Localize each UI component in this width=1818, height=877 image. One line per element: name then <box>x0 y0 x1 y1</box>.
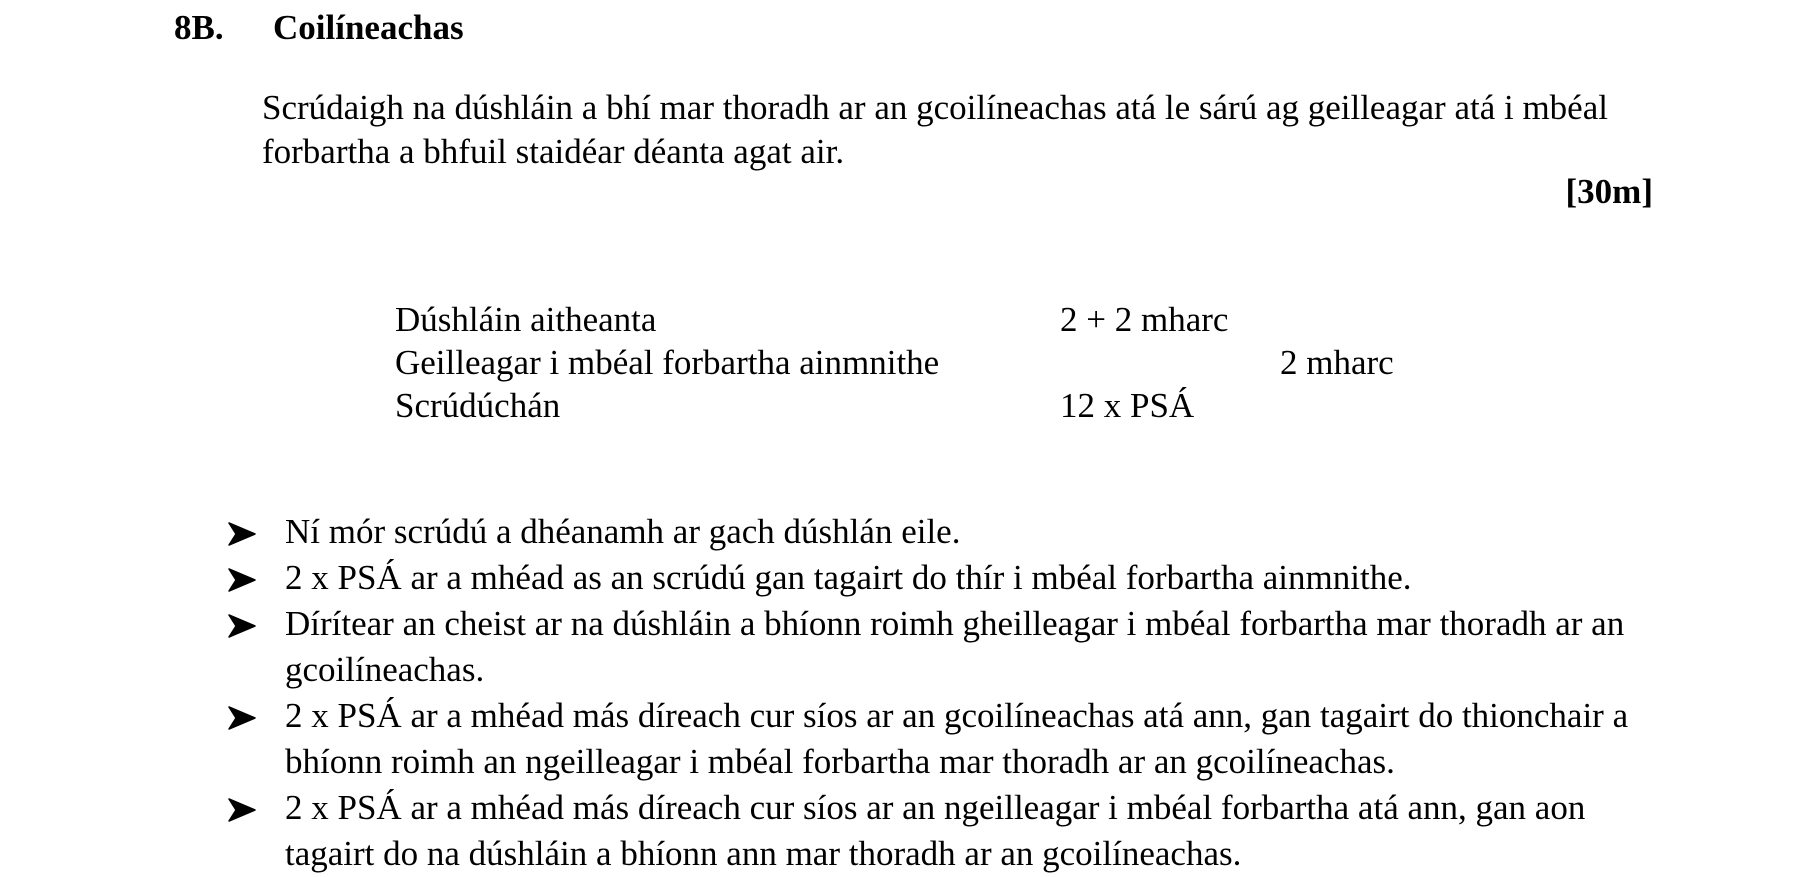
criteria-label: Scrúdúchán <box>395 386 561 425</box>
total-marks: [30m] <box>1565 172 1653 211</box>
section-title: Coilíneachas <box>273 8 464 47</box>
marking-notes <box>228 509 1668 877</box>
arrowhead-bullet-icon <box>228 798 256 822</box>
note-text: 2 x PSÁ ar a mhéad más díreach cur síos ar an ngeilleagar i mbéal forbartha atá ann, gan aon tagairt do na dúshláin a bhíonn ann mar thoradh ar an gcoilíneachas. <box>285 788 1586 873</box>
note-text: 2 x PSÁ ar a mhéad más díreach cur síos ar an gcoilíneachas atá ann, gan tagairt do thionchair a bhíonn roimh an ngeilleagar i mbéal forbartha mar thoradh ar an gcoilíneachas. <box>285 696 1629 781</box>
criteria-mark: 12 x PSÁ <box>1060 386 1195 425</box>
question-text: Scrúdaigh na dúshláin a bhí mar thoradh ar an gcoilíneachas atá le sárú ag geilleagar atá i mbéal forbartha a bhfuil staidéar déanta agat air. <box>262 88 1608 171</box>
list-item <box>228 601 1668 693</box>
list-item <box>228 785 1668 877</box>
section-number: 8B. <box>174 8 224 47</box>
criteria-row <box>395 298 1495 341</box>
marking-criteria <box>395 298 1495 427</box>
arrowhead-bullet-icon <box>228 614 256 638</box>
arrowhead-bullet-icon <box>228 522 256 546</box>
note-text: Dírítear an cheist ar na dúshláin a bhíonn roimh gheilleagar i mbéal forbartha mar thoradh ar an gcoilíneachas. <box>285 604 1625 689</box>
list-item <box>228 693 1668 785</box>
criteria-label: Dúshláin aitheanta <box>395 300 657 339</box>
arrowhead-bullet-icon <box>228 706 256 730</box>
list-item <box>228 509 1668 555</box>
note-text: Ní mór scrúdú a dhéanamh ar gach dúshlán eile. <box>285 512 961 551</box>
criteria-mark: 2 mharc <box>1280 343 1394 382</box>
criteria-row <box>395 384 1495 427</box>
criteria-label: Geilleagar i mbéal forbartha ainmnithe <box>395 343 940 382</box>
note-text: 2 x PSÁ ar a mhéad as an scrúdú gan tagairt do thír i mbéal forbartha ainmnithe. <box>285 558 1412 597</box>
list-item <box>228 555 1668 601</box>
arrowhead-bullet-icon <box>228 568 256 592</box>
criteria-row <box>395 341 1495 384</box>
criteria-mark: 2 + 2 mharc <box>1060 300 1229 339</box>
